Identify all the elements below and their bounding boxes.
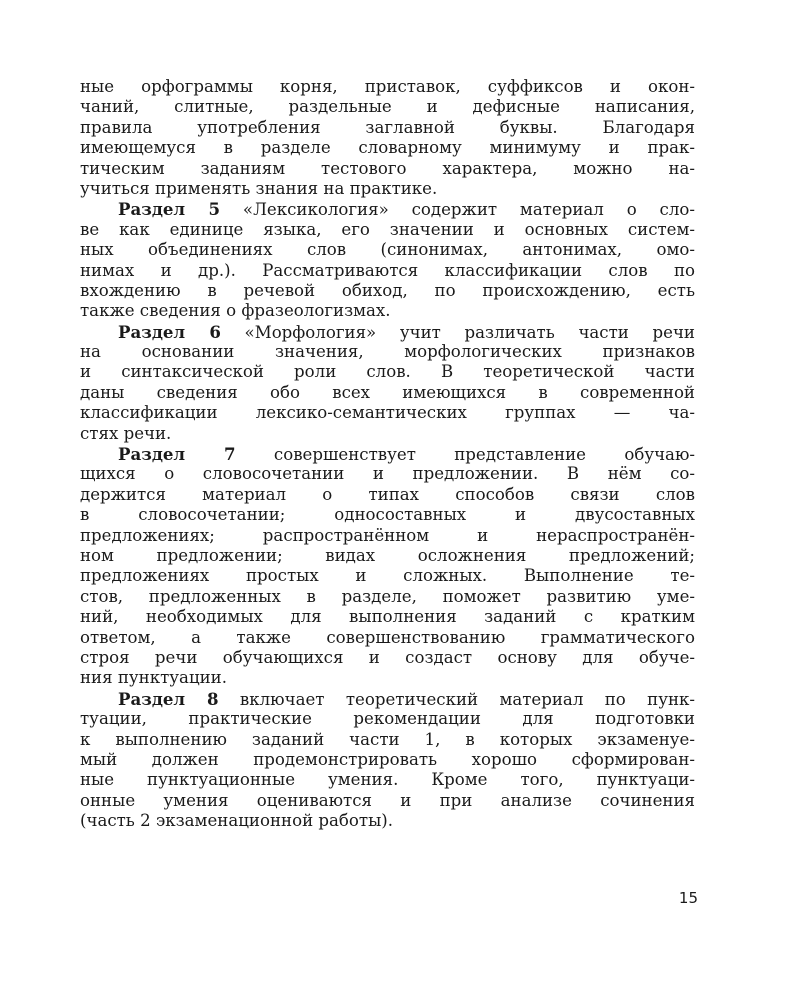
section-6-first-line bbox=[80, 322, 695, 342]
text-line: ния пунктуации. bbox=[80, 668, 228, 688]
text-line: предложениях; распространённом и нераспространён- bbox=[80, 525, 695, 545]
text-line: строя речи обучающихся и создаст основу для обуче- bbox=[80, 647, 695, 667]
text-line: онные умения оцениваются и при анализе сочинения bbox=[80, 790, 695, 810]
section-8-first-line bbox=[80, 689, 695, 709]
text-line: ном предложении; видах осложнения предложений; bbox=[80, 545, 695, 565]
text-line: учиться применять знания на практике. bbox=[80, 178, 438, 198]
text-line: имеющемуся в разделе словарному минимуму и прак- bbox=[80, 138, 695, 158]
section-5-heading: Раздел 5 bbox=[118, 199, 221, 220]
section-7-heading: Раздел 7 bbox=[118, 444, 236, 465]
text-line: чаний, слитные, раздельные и дефисные написания, bbox=[80, 97, 695, 117]
text-line: классификации лексико-семантических группах — ча- bbox=[80, 403, 695, 423]
section-5-first-line bbox=[80, 199, 695, 219]
section-6-heading: Раздел 6 bbox=[118, 321, 221, 342]
text-line: ответом, а также совершенствованию грамматического bbox=[80, 627, 695, 647]
section-7-first-line bbox=[80, 444, 695, 464]
text-line: туации, практические рекомендации для подготовки bbox=[80, 709, 695, 729]
text-line: стях речи. bbox=[80, 423, 172, 443]
section-8-heading: Раздел 8 bbox=[118, 688, 219, 709]
text-line: в словосочетании; односоставных и двусоставных bbox=[80, 505, 695, 525]
text-line: держится материал о типах способов связи слов bbox=[80, 484, 695, 504]
text-line: даны сведения обо всех имеющихся в современной bbox=[80, 382, 695, 402]
text-line: мый должен продемонстрировать хорошо сформирован- bbox=[80, 749, 695, 769]
text-line: ний, необходимых для выполнения заданий с кратким bbox=[80, 607, 695, 627]
text-fragment: «Лексикология» содержит материал о сло- bbox=[220, 200, 695, 220]
text-line: также сведения о фразеологизмах. bbox=[80, 301, 391, 321]
text-fragment: совершенствует представление обучаю- bbox=[235, 445, 695, 465]
text-fragment: включает теоретический материал по пунк- bbox=[218, 689, 695, 709]
page-number: 15 bbox=[678, 889, 698, 907]
text-line: на основании значения, морфологических признаков bbox=[80, 342, 695, 362]
text-line: к выполнению заданий части 1, в которых экзаменуе- bbox=[80, 729, 695, 749]
page-body-text bbox=[80, 77, 695, 831]
text-line: нимах и др.). Рассматриваются классификации слов по bbox=[80, 260, 695, 280]
text-line: щихся о словосочетании и предложении. В нём со- bbox=[80, 464, 695, 484]
text-line: ные орфограммы корня, приставок, суффиксов и окон- bbox=[80, 77, 695, 96]
text-line: ных объединениях слов (синонимах, антонимах, омо- bbox=[80, 240, 695, 260]
text-line: ные пунктуационные умения. Кроме того, пунктуаци- bbox=[80, 770, 695, 790]
text-line: (часть 2 экзаменационной работы). bbox=[80, 811, 394, 831]
text-line: ве как единице языка, его значении и основных систем- bbox=[80, 219, 695, 239]
text-line: тическим заданиям тестового характера, можно на- bbox=[80, 158, 695, 178]
text-line: вхождению в речевой обиход, по происхождению, есть bbox=[80, 280, 695, 300]
text-line: и синтаксической роли слов. В теоретической части bbox=[80, 362, 695, 382]
text-line: предложениях простых и сложных. Выполнение те- bbox=[80, 566, 695, 586]
text-line: стов, предложенных в разделе, поможет развитию уме- bbox=[80, 586, 695, 606]
text-fragment: «Морфология» учит различать части речи bbox=[220, 322, 695, 342]
text-line: правила употребления заглавной буквы. Благодаря bbox=[80, 117, 695, 137]
